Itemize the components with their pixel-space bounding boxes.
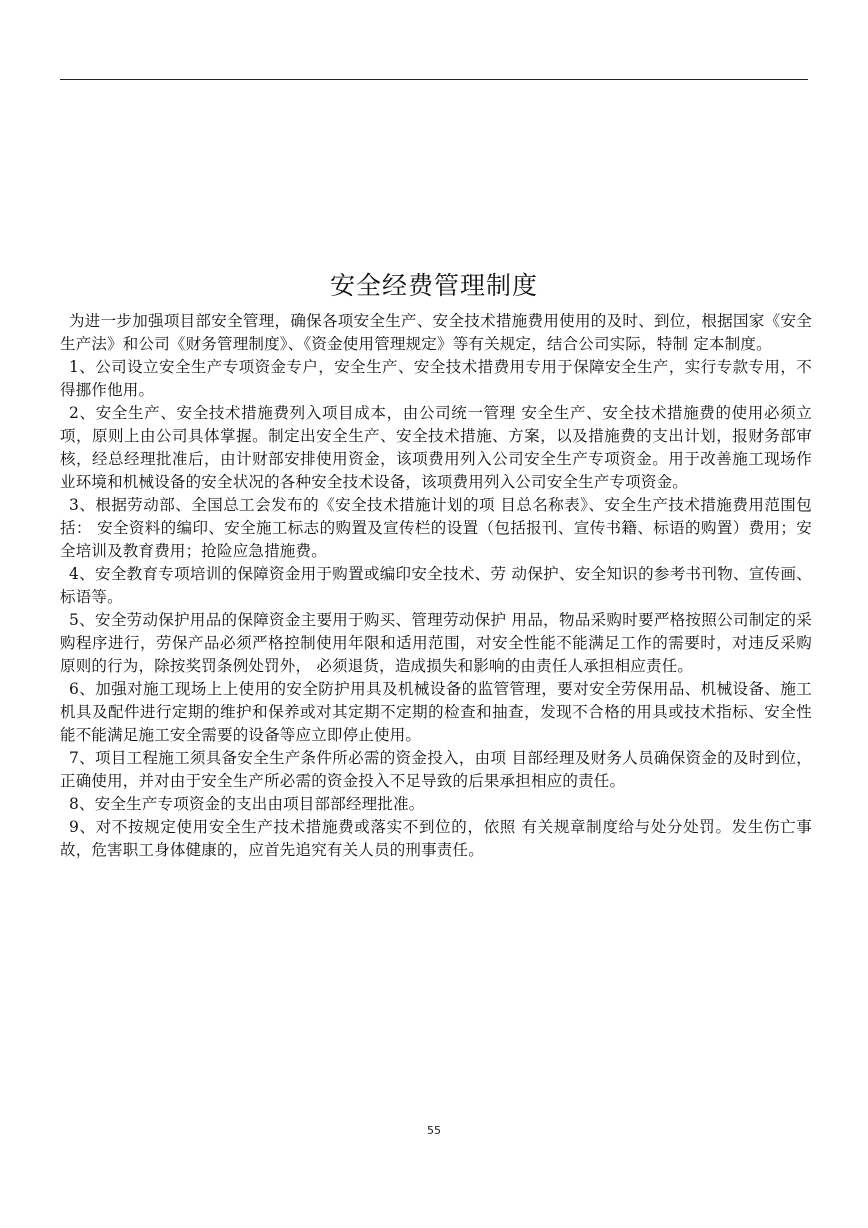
clause-5: 5、安全劳动保护用品的保障资金主要用于购买、管理劳动保护 用品，物品采购时要严格按照公司制定的采购程序进行，劳保产品必须严格控制使用年限和适用范围，对安全性能不能满足工作的需要时，对违反采购原则的行为，除按奖罚条例处罚外， 必须退货，造成损失和影响的由责任人承担相应责任。 — [60, 611, 812, 675]
clause-9: 9、对不按规定使用安全生产技术措施费或落实不到位的，依照 有关规章制度给与处分处罚。发生伤亡事故，危害职工身体健康的，应首先追究有关人员的刑事责任。 — [60, 818, 812, 859]
clause-2: 2、安全生产、安全技术措施费列入项目成本，由公司统一管理 安全生产、安全技术措施费的使用必须立项，原则上由公司具体掌握。制定出安全生产、安全技术措施、方案，以及措施费的支出计划，报财务部审核，经总经理批准后，由计财部安排使用资金，该项费用列入公司安全生产专项资金。用于改善施工现场作业环境和机械设备的安全状况的各种安全技术设备，该项费用列入公司安全生产专项资金。 — [60, 404, 812, 491]
clause-1: 1、公司设立安全生产专项资金专户，安全生产、安全技术措费用专用于保障安全生产，实行专款专用，不得挪作他用。 — [60, 358, 812, 399]
clause-7: 7、项目工程施工须具备安全生产条件所必需的资金投入，由项 目部经理及财务人员确保资金的及时到位，正确使用，并对由于安全生产所必需的资金投入不足导致的后果承担相应的责任。 — [60, 749, 812, 790]
document-title: 安全经费管理制度 — [329, 271, 538, 300]
intro-paragraph: 为进一步加强项目部安全管理，确保各项安全生产、安全技术措施费用使用的及时、到位，根据国家《安全生产法》和公司《财务管理制度》、《资金使用管理规定》等有关规定，结合公司实际，特制 定本制度。 — [60, 312, 812, 353]
clause-6: 6、加强对施工现场上上使用的安全防护用具及机械设备的监管管理，要对安全劳保用品、机械设备、施工机具及配件进行定期的维护和保养或对其定期不定期的检查和抽查，发现不合格的用具或技术指标、安全性能不能满足施工安全需要的设备等应立即停止使用。 — [60, 680, 812, 744]
header-rule — [60, 79, 808, 80]
clause-8: 8、安全生产专项资金的支出由项目部部经理批准。 — [69, 795, 425, 813]
clause-4: 4、安全教育专项培训的保障资金用于购置或编印安全技术、劳 动保护、安全知识的参考书刊物、宣传画、标语等。 — [60, 565, 812, 606]
document-body — [60, 310, 812, 862]
page-number: 55 — [427, 1124, 441, 1137]
clause-3: 3、根据劳动部、全国总工会发布的《安全技术措施计划的项 目总名称表》、安全生产技术措施费用范围包括： 安全资料的编印、安全施工标志的购置及宣传栏的设置（包括报刊、宣传书籍、标语的购置）费用；安全培训及教育费用；抢险应急措施费。 — [60, 496, 812, 560]
